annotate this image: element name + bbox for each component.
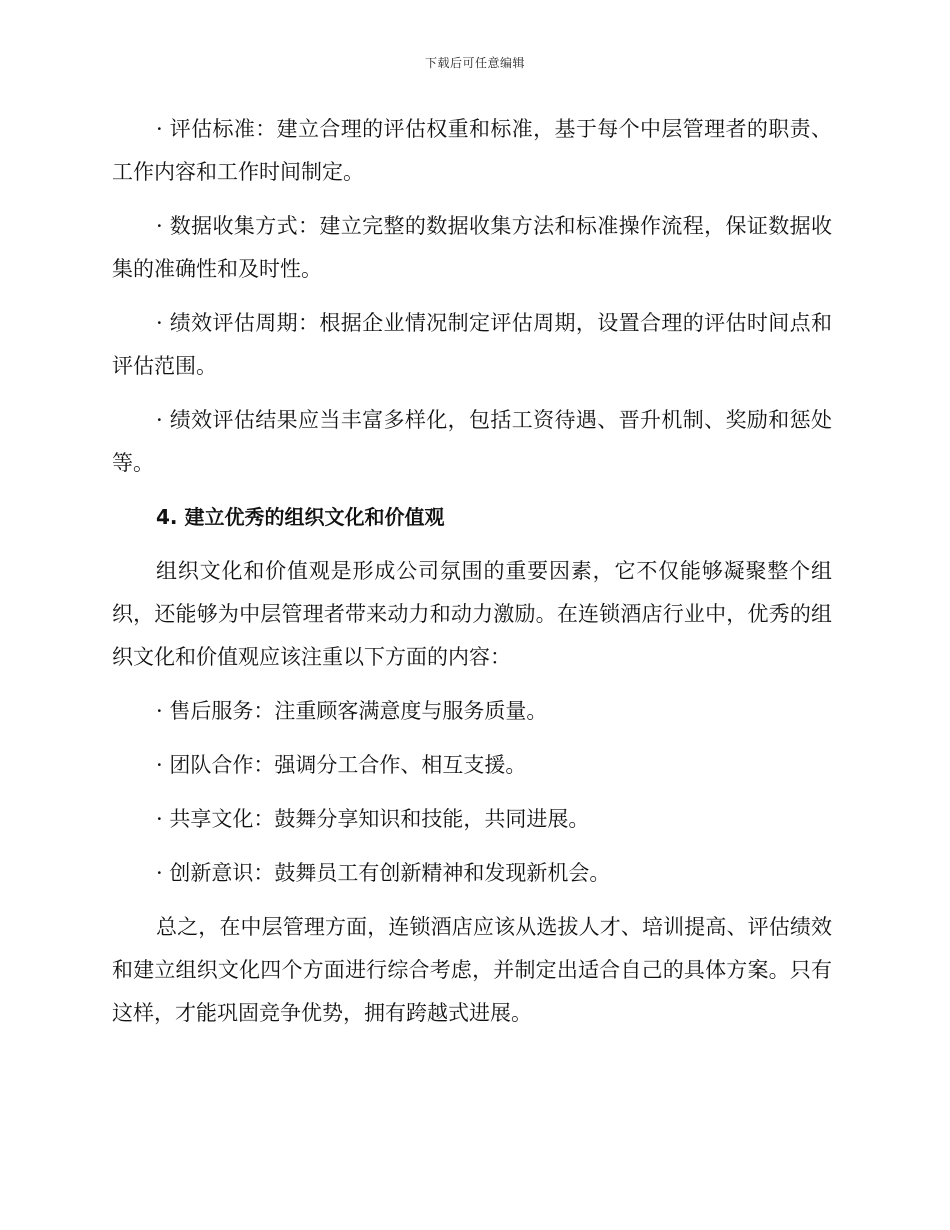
bullet-teamwork: · 团队合作：强调分工合作、相互支援。 [156,753,527,777]
bullet-data-collection: · 数据收集方式：建立完整的数据收集方法和标准操作流程，保证数据收集的准确性和及时性。 [112,214,832,281]
document-body [112,108,832,1046]
conclusion-paragraph: 总之，在中层管理方面，连锁酒店应该从选拔人才、培训提高、评估绩效和建立组织文化四个方面进行综合考虑，并制定出适合自己的具体方案。只有这样，才能巩固竞争优势，拥有跨越式进展。 [112,915,832,1025]
bullet-after-sales: · 售后服务：注重顾客满意度与服务质量。 [156,699,548,723]
section-heading: 4. 建立优秀的组织文化和价值观 [156,505,445,529]
bullet-sharing-culture: · 共享文化：鼓舞分享知识和技能，共同进展。 [156,807,590,831]
bullet-evaluation-standard: · 评估标准：建立合理的评估权重和标准，基于每个中层管理者的职责、工作内容和工作时间制定。 [112,117,832,184]
page-header: 下载后可任意编辑 [424,56,525,70]
bullet-evaluation-cycle: · 绩效评估周期：根据企业情况制定评估周期，设置合理的评估时间点和评估范围。 [112,311,832,378]
section-intro-paragraph: 组织文化和价值观是形成公司氛围的重要因素，它不仅能够凝聚整个组织，还能够为中层管理者带来动力和动力激励。在连锁酒店行业中，优秀的组织文化和价值观应该注重以下方面的内容： [112,559,832,669]
bullet-innovation: · 创新意识：鼓舞员工有创新精神和发现新机会。 [156,861,611,885]
bullet-evaluation-results: · 绩效评估结果应当丰富多样化，包括工资待遇、晋升机制、奖励和惩处等。 [112,408,832,475]
